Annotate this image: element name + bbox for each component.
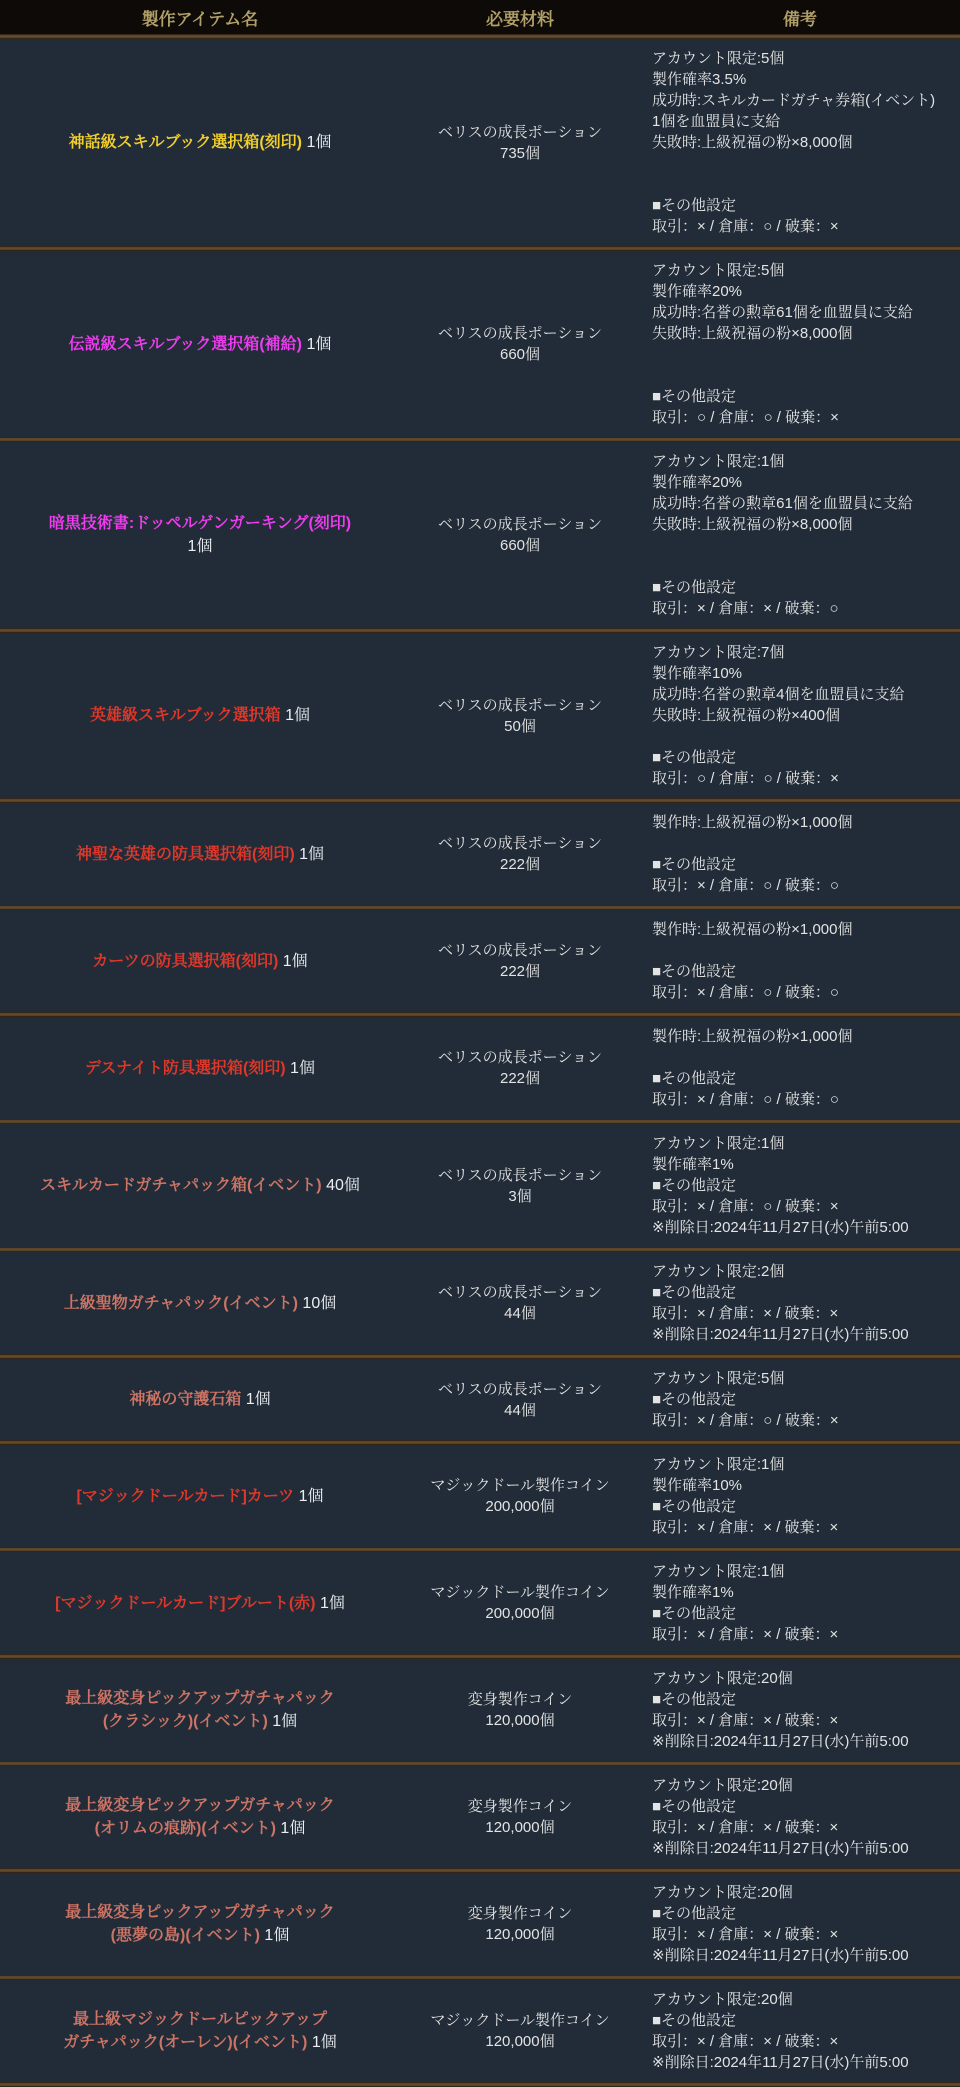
item-name-text: (悪夢の島)(イベント) bbox=[110, 1927, 260, 1944]
item-name-line bbox=[0, 1592, 400, 1615]
notes-cell bbox=[640, 1775, 960, 1859]
material-cell bbox=[400, 695, 640, 737]
material-qty: 222個 bbox=[499, 856, 541, 873]
item-name-cell bbox=[0, 2008, 400, 2054]
material-cell bbox=[400, 1379, 640, 1421]
table-row bbox=[0, 1766, 960, 1868]
material-name: ベリスの成長ポーション bbox=[437, 1166, 603, 1184]
item-name-line bbox=[0, 512, 400, 535]
note-line: 取引：○ / 倉庫：○ / 破棄：× bbox=[652, 770, 839, 787]
material-qty: 222個 bbox=[499, 963, 541, 980]
item-count: 1個 bbox=[280, 707, 311, 724]
material-name: ベリスの成長ポーション bbox=[437, 516, 603, 533]
item-name-line bbox=[0, 131, 400, 154]
note-line: 取引：× / 倉庫：○ / 破棄：○ bbox=[652, 984, 839, 1001]
item-name-cell bbox=[0, 950, 400, 973]
material-name: マジックドール製作コイン bbox=[430, 1584, 610, 1601]
table-row bbox=[0, 1873, 960, 1975]
material-qty: 200,000個 bbox=[485, 1498, 555, 1515]
item-count: 1個 bbox=[187, 538, 213, 555]
item-name-text: 暗黒技術書:ドッペルゲンガーキング(刻印) bbox=[48, 515, 352, 532]
note-line: アカウント限定:7個 bbox=[652, 644, 785, 661]
item-name-cell bbox=[0, 1174, 400, 1197]
item-name-cell bbox=[0, 1292, 400, 1315]
notes-cell bbox=[640, 1668, 960, 1752]
item-name-cell bbox=[0, 1687, 400, 1733]
item-name-text: ガチャパック(オーレン)(イベント) bbox=[63, 2034, 308, 2051]
note-line: ■その他設定 bbox=[652, 963, 737, 980]
item-name-text: デスナイト防具選択箱(刻印) bbox=[85, 1059, 286, 1077]
note-line bbox=[652, 1047, 956, 1068]
material-qty: 44個 bbox=[504, 1401, 536, 1419]
material-qty: 660個 bbox=[499, 537, 541, 554]
note-line: ■その他設定 bbox=[652, 1605, 737, 1622]
note-line: 取引：× / 倉庫：× / 破棄：× bbox=[652, 2033, 839, 2050]
material-cell bbox=[400, 940, 640, 982]
material-qty: 120,000個 bbox=[485, 1819, 555, 1836]
item-count: 1個 bbox=[285, 1059, 315, 1077]
note-line: 取引：○ / 倉庫：○ / 破棄：× bbox=[652, 409, 839, 426]
item-name-line bbox=[0, 1901, 400, 1924]
note-line: ※削除日:2024年11月27日(水)午前5:00 bbox=[652, 1219, 909, 1236]
item-name-text: [マジックドールカード]カーツ bbox=[76, 1487, 295, 1505]
item-name-cell bbox=[0, 843, 400, 866]
note-line: 取引：× / 倉庫：○ / 破棄：× bbox=[652, 1412, 839, 1429]
note-line: ■その他設定 bbox=[652, 1284, 737, 1301]
material-name: マジックドール製作コイン bbox=[430, 2012, 610, 2029]
item-name-cell bbox=[0, 1592, 400, 1615]
note-line: アカウント限定:2個 bbox=[652, 1263, 785, 1280]
material-cell bbox=[400, 1796, 640, 1838]
note-line: 失敗時:上級祝福の粉×8,000個 bbox=[652, 516, 853, 533]
note-line: 失敗時:上級祝福の粉×8,000個 bbox=[652, 134, 853, 151]
item-name-text: (オリムの痕跡)(イベント) bbox=[94, 1820, 276, 1837]
header-item-name: 製作アイテム名 bbox=[141, 9, 259, 29]
material-cell bbox=[400, 1282, 640, 1324]
item-name-text: 神聖な英雄の防具選択箱(刻印) bbox=[75, 845, 295, 863]
note-line: 失敗時:上級祝福の粉×400個 bbox=[652, 707, 840, 724]
item-name-line bbox=[0, 1687, 400, 1710]
note-line: ※削除日:2024年11月27日(水)午前5:00 bbox=[652, 1326, 909, 1343]
table-row bbox=[0, 633, 960, 798]
note-line: ※削除日:2024年11月27日(水)午前5:00 bbox=[652, 1733, 909, 1750]
item-name-cell bbox=[0, 1057, 400, 1080]
material-name: ベリスの成長ポーション bbox=[437, 1284, 603, 1301]
material-qty: 222個 bbox=[499, 1070, 541, 1087]
note-line: 製作時:上級祝福の粉×1,000個 bbox=[652, 1028, 853, 1045]
table-row bbox=[0, 1017, 960, 1119]
note-line: ■その他設定 bbox=[652, 856, 737, 873]
note-line: アカウント限定:20個 bbox=[652, 1670, 793, 1687]
material-name: マジックドール製作コイン bbox=[430, 1477, 610, 1494]
note-line: アカウント限定:1個 bbox=[652, 1563, 785, 1580]
note-line: 取引：× / 倉庫：× / 破棄：× bbox=[652, 1712, 839, 1729]
note-line bbox=[652, 726, 956, 747]
notes-cell bbox=[640, 1026, 960, 1110]
note-line: 取引：× / 倉庫：× / 破棄：× bbox=[652, 1926, 839, 1943]
note-line bbox=[652, 535, 956, 556]
note-line: アカウント限定:1個 bbox=[652, 1135, 785, 1152]
item-name-line bbox=[0, 1794, 400, 1817]
material-name: 変身製作コイン bbox=[467, 1691, 573, 1708]
table-row bbox=[0, 251, 960, 437]
material-cell bbox=[400, 1903, 640, 1945]
notes-cell bbox=[640, 919, 960, 1003]
note-line: 成功時:名誉の勲章61個を血盟員に支給 bbox=[652, 304, 913, 321]
note-line: 製作時:上級祝福の粉×1,000個 bbox=[652, 814, 853, 831]
note-line bbox=[652, 833, 956, 854]
item-count: 10個 bbox=[297, 1294, 337, 1312]
material-name: ベリスの成長ポーション bbox=[437, 696, 603, 714]
material-qty: 50個 bbox=[504, 717, 536, 735]
material-name: 変身製作コイン bbox=[467, 1905, 573, 1922]
material-name: ベリスの成長ポーション bbox=[437, 123, 603, 141]
note-line: 取引：× / 倉庫：× / 破棄：× bbox=[652, 1519, 839, 1536]
item-name-text: スキルカードガチャパック箱(イベント) bbox=[40, 1177, 322, 1194]
item-count: 1個 bbox=[294, 845, 325, 863]
item-name-text: 最上級変身ピックアップガチャパック bbox=[65, 1690, 335, 1707]
note-line: ■その他設定 bbox=[652, 1391, 737, 1408]
item-count: 40個 bbox=[321, 1177, 360, 1194]
item-name-text: 最上級マジックドールピックアップ bbox=[73, 2011, 327, 2028]
note-line: アカウント限定:20個 bbox=[652, 1777, 793, 1794]
table-row bbox=[0, 1445, 960, 1547]
item-name-line bbox=[0, 1174, 400, 1197]
note-line bbox=[652, 153, 956, 174]
table-row bbox=[0, 1980, 960, 2082]
note-line: 取引：× / 倉庫：× / 破棄：○ bbox=[652, 600, 839, 617]
note-line: ■その他設定 bbox=[652, 579, 737, 596]
material-qty: 660個 bbox=[499, 346, 541, 363]
header-remarks: 備考 bbox=[783, 9, 817, 29]
note-line: ■その他設定 bbox=[652, 197, 737, 214]
item-name-cell bbox=[0, 1794, 400, 1840]
item-count: 1個 bbox=[294, 1487, 324, 1505]
table-header-row bbox=[0, 0, 960, 34]
note-line: 製作確率10% bbox=[652, 665, 743, 682]
note-line: ■その他設定 bbox=[652, 388, 737, 405]
item-name-line bbox=[0, 704, 400, 727]
item-name-line bbox=[0, 2008, 400, 2031]
note-line: 製作確率1% bbox=[652, 1156, 734, 1173]
table-row bbox=[0, 442, 960, 628]
note-line: ■その他設定 bbox=[652, 749, 737, 766]
item-name-text: カーツの防具選択箱(刻印) bbox=[92, 952, 279, 970]
item-name-line bbox=[0, 535, 400, 558]
note-line: 取引：× / 倉庫：× / 破棄：× bbox=[652, 1305, 839, 1322]
notes-cell bbox=[640, 1133, 960, 1238]
material-qty: 120,000個 bbox=[485, 1712, 555, 1729]
material-cell bbox=[400, 1582, 640, 1624]
item-name-line bbox=[0, 843, 400, 866]
material-cell bbox=[400, 122, 640, 164]
note-line bbox=[652, 940, 956, 961]
notes-cell bbox=[640, 1882, 960, 1966]
notes-cell bbox=[640, 1261, 960, 1345]
note-line: ■その他設定 bbox=[652, 1691, 737, 1708]
material-cell bbox=[400, 1689, 640, 1731]
note-line: 失敗時:上級祝福の粉×8,000個 bbox=[652, 325, 853, 342]
item-name-line bbox=[0, 1292, 400, 1315]
item-name-cell bbox=[0, 1901, 400, 1947]
table-row bbox=[0, 39, 960, 246]
note-line: 成功時:名誉の勲章61個を血盟員に支給 bbox=[652, 495, 913, 512]
item-name-line bbox=[0, 1485, 400, 1508]
material-qty: 3個 bbox=[508, 1187, 532, 1205]
material-name: ベリスの成長ポーション bbox=[437, 325, 603, 342]
item-count: 1個 bbox=[302, 335, 332, 353]
notes-cell bbox=[640, 642, 960, 789]
table-row bbox=[0, 1252, 960, 1354]
item-count: 1個 bbox=[307, 2034, 337, 2051]
note-line: 取引：× / 倉庫：× / 破棄：× bbox=[652, 1626, 839, 1643]
note-line: ※削除日:2024年11月27日(水)午前5:00 bbox=[652, 2054, 909, 2071]
notes-cell bbox=[640, 812, 960, 896]
material-qty: 120,000個 bbox=[485, 2033, 555, 2050]
item-name-text: 神秘の守護石箱 bbox=[129, 1391, 242, 1408]
table-row bbox=[0, 1659, 960, 1761]
note-line: 製作確率1% bbox=[652, 1584, 734, 1601]
note-line: ※削除日:2024年11月27日(水)午前5:00 bbox=[652, 1840, 909, 1857]
item-name-line bbox=[0, 1057, 400, 1080]
note-line: アカウント限定:5個 bbox=[652, 262, 785, 279]
notes-cell bbox=[640, 1368, 960, 1431]
item-name-line bbox=[0, 333, 400, 356]
material-qty: 120,000個 bbox=[485, 1926, 555, 1943]
notes-cell bbox=[640, 260, 960, 428]
material-qty: 735個 bbox=[499, 144, 541, 162]
row-divider bbox=[0, 2082, 960, 2087]
table-row bbox=[0, 910, 960, 1012]
note-line: ※削除日:2024年11月27日(水)午前5:00 bbox=[652, 1947, 909, 1964]
note-line: アカウント限定:5個 bbox=[652, 50, 785, 67]
material-cell bbox=[400, 1475, 640, 1517]
note-line: 成功時:スキルカードガチャ券箱(イベント) bbox=[652, 92, 936, 109]
item-name-cell bbox=[0, 1485, 400, 1508]
item-name-text: 上級聖物ガチャパック(イベント) bbox=[63, 1294, 298, 1312]
material-qty: 44個 bbox=[504, 1305, 536, 1322]
material-name: ベリスの成長ポーション bbox=[437, 835, 603, 852]
notes-cell bbox=[640, 1561, 960, 1645]
item-count: 1個 bbox=[241, 1391, 271, 1408]
item-count: 1個 bbox=[278, 952, 308, 970]
note-line: アカウント限定:1個 bbox=[652, 453, 785, 470]
note-line: ■その他設定 bbox=[652, 1070, 737, 1087]
note-line bbox=[652, 556, 956, 577]
table-body bbox=[0, 39, 960, 2087]
item-name-line bbox=[0, 1710, 400, 1733]
table-row bbox=[0, 1359, 960, 1440]
item-count: 1個 bbox=[302, 134, 332, 151]
item-name-line bbox=[0, 1924, 400, 1947]
material-cell bbox=[400, 323, 640, 365]
note-line: 取引：× / 倉庫：○ / 破棄：○ bbox=[652, 877, 839, 894]
item-name-cell bbox=[0, 1388, 400, 1411]
item-name-text: 最上級変身ピックアップガチャパック bbox=[65, 1904, 335, 1921]
note-line: 製作時:上級祝福の粉×1,000個 bbox=[652, 921, 853, 938]
header-required-materials: 必要材料 bbox=[486, 9, 554, 29]
item-count: 1個 bbox=[259, 1927, 290, 1944]
note-line: アカウント限定:20個 bbox=[652, 1884, 793, 1901]
note-line: アカウント限定:20個 bbox=[652, 1991, 793, 2008]
material-cell bbox=[400, 1165, 640, 1207]
note-line: 取引：× / 倉庫：○ / 破棄：○ bbox=[652, 1091, 839, 1108]
material-qty: 200,000個 bbox=[485, 1605, 555, 1622]
item-name-cell bbox=[0, 131, 400, 154]
material-name: 変身製作コイン bbox=[467, 1798, 573, 1815]
note-line: ■その他設定 bbox=[652, 2012, 737, 2029]
note-line bbox=[652, 344, 956, 365]
notes-cell bbox=[640, 1454, 960, 1538]
note-line: 製作確率10% bbox=[652, 1477, 743, 1494]
item-name-cell bbox=[0, 333, 400, 356]
note-line: ■その他設定 bbox=[652, 1905, 737, 1922]
note-line: 取引：× / 倉庫：× / 破棄：× bbox=[652, 1819, 839, 1836]
item-name-text: 最上級変身ピックアップガチャパック bbox=[65, 1797, 335, 1814]
item-name-line bbox=[0, 2031, 400, 2054]
note-line bbox=[652, 365, 956, 386]
item-count: 1個 bbox=[275, 1820, 306, 1837]
note-line: 成功時:名誉の勲章4個を血盟員に支給 bbox=[652, 686, 905, 703]
note-line: 製作確率20% bbox=[652, 283, 743, 300]
note-line: 1個を血盟員に支給 bbox=[652, 113, 781, 130]
item-name-text: (クラシック)(イベント) bbox=[102, 1713, 268, 1730]
item-count: 1個 bbox=[315, 1594, 345, 1612]
item-name-line bbox=[0, 1817, 400, 1840]
item-name-text: 英雄級スキルブック選択箱 bbox=[89, 707, 281, 724]
note-line: ■その他設定 bbox=[652, 1177, 737, 1194]
note-line: 製作確率20% bbox=[652, 474, 743, 491]
note-line: 製作確率3.5% bbox=[652, 71, 747, 88]
note-line bbox=[652, 174, 956, 195]
note-line: 取引：× / 倉庫：○ / 破棄：× bbox=[652, 1198, 839, 1215]
table-row bbox=[0, 1124, 960, 1247]
note-line: ■その他設定 bbox=[652, 1498, 737, 1515]
notes-cell bbox=[640, 1989, 960, 2073]
notes-cell bbox=[640, 48, 960, 237]
note-line: アカウント限定:1個 bbox=[652, 1456, 785, 1473]
material-cell bbox=[400, 833, 640, 875]
table-row bbox=[0, 803, 960, 905]
material-name: ベリスの成長ポーション bbox=[437, 1049, 603, 1066]
item-name-text: [マジックドールカード]ブルート(赤) bbox=[55, 1594, 316, 1612]
item-name-line bbox=[0, 1388, 400, 1411]
notes-cell bbox=[640, 451, 960, 619]
note-line: 取引：× / 倉庫：○ / 破棄：× bbox=[652, 218, 839, 235]
material-name: ベリスの成長ポーション bbox=[437, 1380, 603, 1398]
note-line: ■その他設定 bbox=[652, 1798, 737, 1815]
item-name-cell bbox=[0, 704, 400, 727]
item-name-text: 伝説級スキルブック選択箱(補給) bbox=[68, 335, 303, 353]
material-cell bbox=[400, 2010, 640, 2052]
material-name: ベリスの成長ポーション bbox=[437, 942, 603, 959]
item-count: 1個 bbox=[267, 1713, 298, 1730]
note-line: アカウント限定:5個 bbox=[652, 1370, 785, 1387]
material-cell bbox=[400, 514, 640, 556]
table-row bbox=[0, 1552, 960, 1654]
item-name-cell bbox=[0, 512, 400, 558]
material-cell bbox=[400, 1047, 640, 1089]
item-name-text: 神話級スキルブック選択箱(刻印) bbox=[68, 134, 303, 151]
item-name-line bbox=[0, 950, 400, 973]
